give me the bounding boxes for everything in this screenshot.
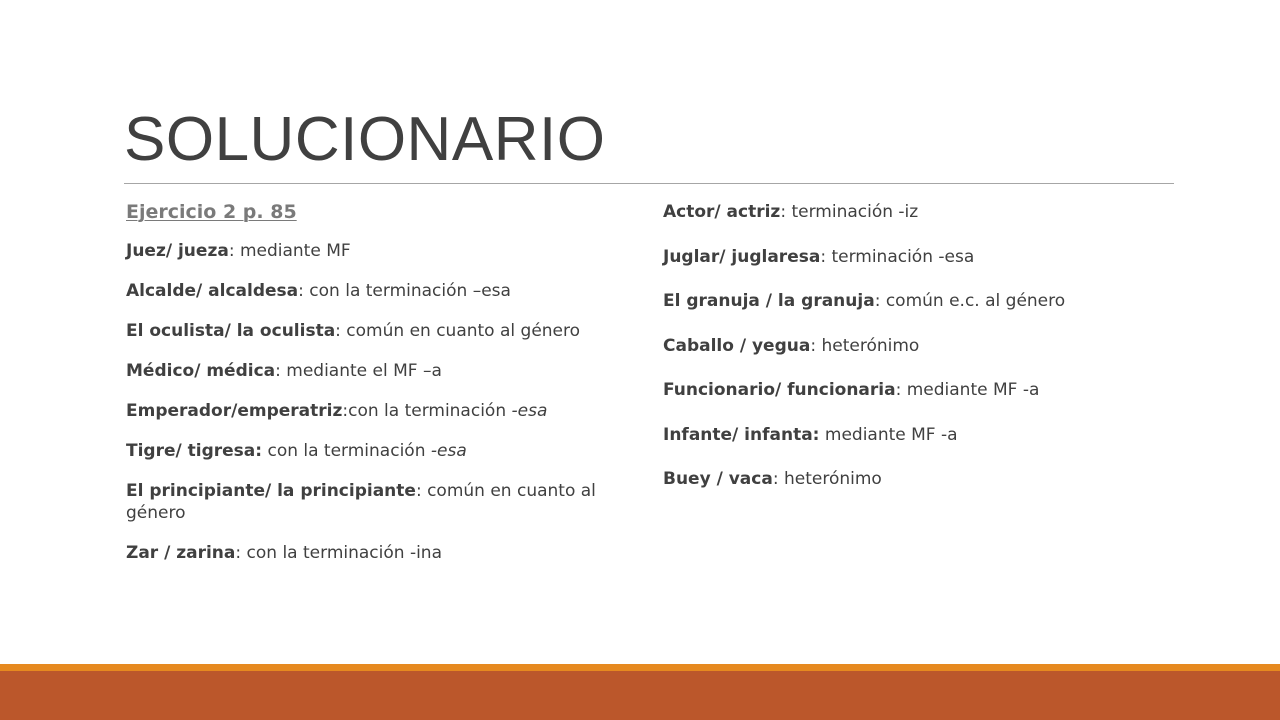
answer-text: con la terminación -ina bbox=[241, 543, 442, 563]
answer-term: Alcalde/ alcaldesa bbox=[126, 281, 299, 301]
answer-text: común en cuanto al género bbox=[340, 321, 581, 341]
answer-term: El oculista/ la oculista bbox=[126, 321, 336, 341]
answer-separator: : bbox=[780, 202, 787, 222]
answer-separator: : bbox=[298, 281, 304, 301]
answer-item bbox=[126, 542, 646, 564]
answer-item bbox=[126, 280, 646, 302]
answer-term: Caballo / yegua bbox=[663, 335, 811, 356]
answer-separator: : bbox=[895, 380, 902, 400]
answer-text: con la terminación bbox=[348, 401, 512, 421]
answer-separator: : bbox=[335, 321, 341, 341]
answer-term: Juglar/ juglaresa bbox=[663, 246, 821, 267]
answer-text: con la terminación bbox=[262, 441, 431, 461]
answer-separator: : bbox=[415, 481, 422, 501]
answer-separator: : bbox=[820, 246, 827, 267]
answer-text: heterónimo bbox=[778, 469, 882, 489]
answer-item bbox=[663, 246, 1183, 268]
exercise-title: Ejercicio 2 p. 85 bbox=[126, 201, 297, 223]
answer-text: mediante MF -a bbox=[819, 424, 958, 445]
answer-term: El principiante/ la principiante bbox=[126, 481, 416, 501]
answer-item bbox=[126, 440, 646, 462]
right-column bbox=[663, 198, 1183, 513]
answer-item bbox=[663, 201, 1183, 223]
answer-term: Buey / vaca bbox=[663, 469, 773, 489]
answer-separator: : bbox=[772, 469, 779, 489]
answer-item bbox=[663, 335, 1183, 357]
answer-text: mediante MF bbox=[234, 241, 351, 261]
footer-accent-bar bbox=[0, 664, 1280, 671]
answer-text: mediante MF -a bbox=[901, 380, 1040, 400]
answer-term: Funcionario/ funcionaria bbox=[663, 380, 896, 400]
answer-term: El granuja / la granuja bbox=[663, 291, 875, 311]
answer-term: Actor/ actriz bbox=[663, 202, 781, 222]
answer-term: Infante/ infanta: bbox=[663, 424, 820, 445]
answer-separator: : bbox=[275, 361, 281, 381]
answer-text: terminación -iz bbox=[786, 202, 919, 222]
answer-text: con la terminación –esa bbox=[303, 281, 511, 301]
answer-term: Zar / zarina bbox=[126, 543, 236, 563]
answer-term: Tigre/ tigresa: bbox=[126, 441, 263, 461]
answer-separator: : bbox=[874, 291, 881, 311]
answer-item bbox=[663, 290, 1183, 312]
answer-suffix: -esa bbox=[430, 441, 467, 461]
answer-term: Médico/ médica bbox=[126, 361, 276, 381]
answer-item bbox=[663, 468, 1183, 490]
answer-text: heterónimo bbox=[816, 335, 920, 356]
answer-text: común en cuanto al género bbox=[126, 481, 596, 523]
answer-term: Emperador/emperatriz bbox=[126, 401, 343, 421]
answer-separator: : bbox=[228, 241, 235, 261]
answer-term: Juez/ jueza bbox=[126, 241, 229, 261]
answer-suffix: -esa bbox=[511, 401, 548, 421]
answer-separator: : bbox=[342, 401, 349, 421]
slide-title: SOLUCIONARIO bbox=[124, 105, 606, 174]
answer-text: mediante el MF –a bbox=[280, 361, 442, 381]
footer-bar bbox=[0, 671, 1280, 720]
answer-separator: : bbox=[810, 335, 817, 356]
answer-item bbox=[126, 320, 646, 342]
answer-text: terminación -esa bbox=[826, 246, 975, 267]
answer-item bbox=[126, 400, 646, 422]
title-divider bbox=[124, 183, 1174, 184]
answer-separator: : bbox=[235, 543, 242, 563]
answer-text: común e.c. al género bbox=[880, 291, 1066, 311]
answer-item bbox=[663, 424, 1183, 446]
answer-item bbox=[663, 379, 1183, 401]
answer-item bbox=[126, 480, 646, 524]
answer-item bbox=[126, 360, 646, 382]
answer-item bbox=[126, 240, 646, 262]
left-column bbox=[126, 198, 646, 582]
